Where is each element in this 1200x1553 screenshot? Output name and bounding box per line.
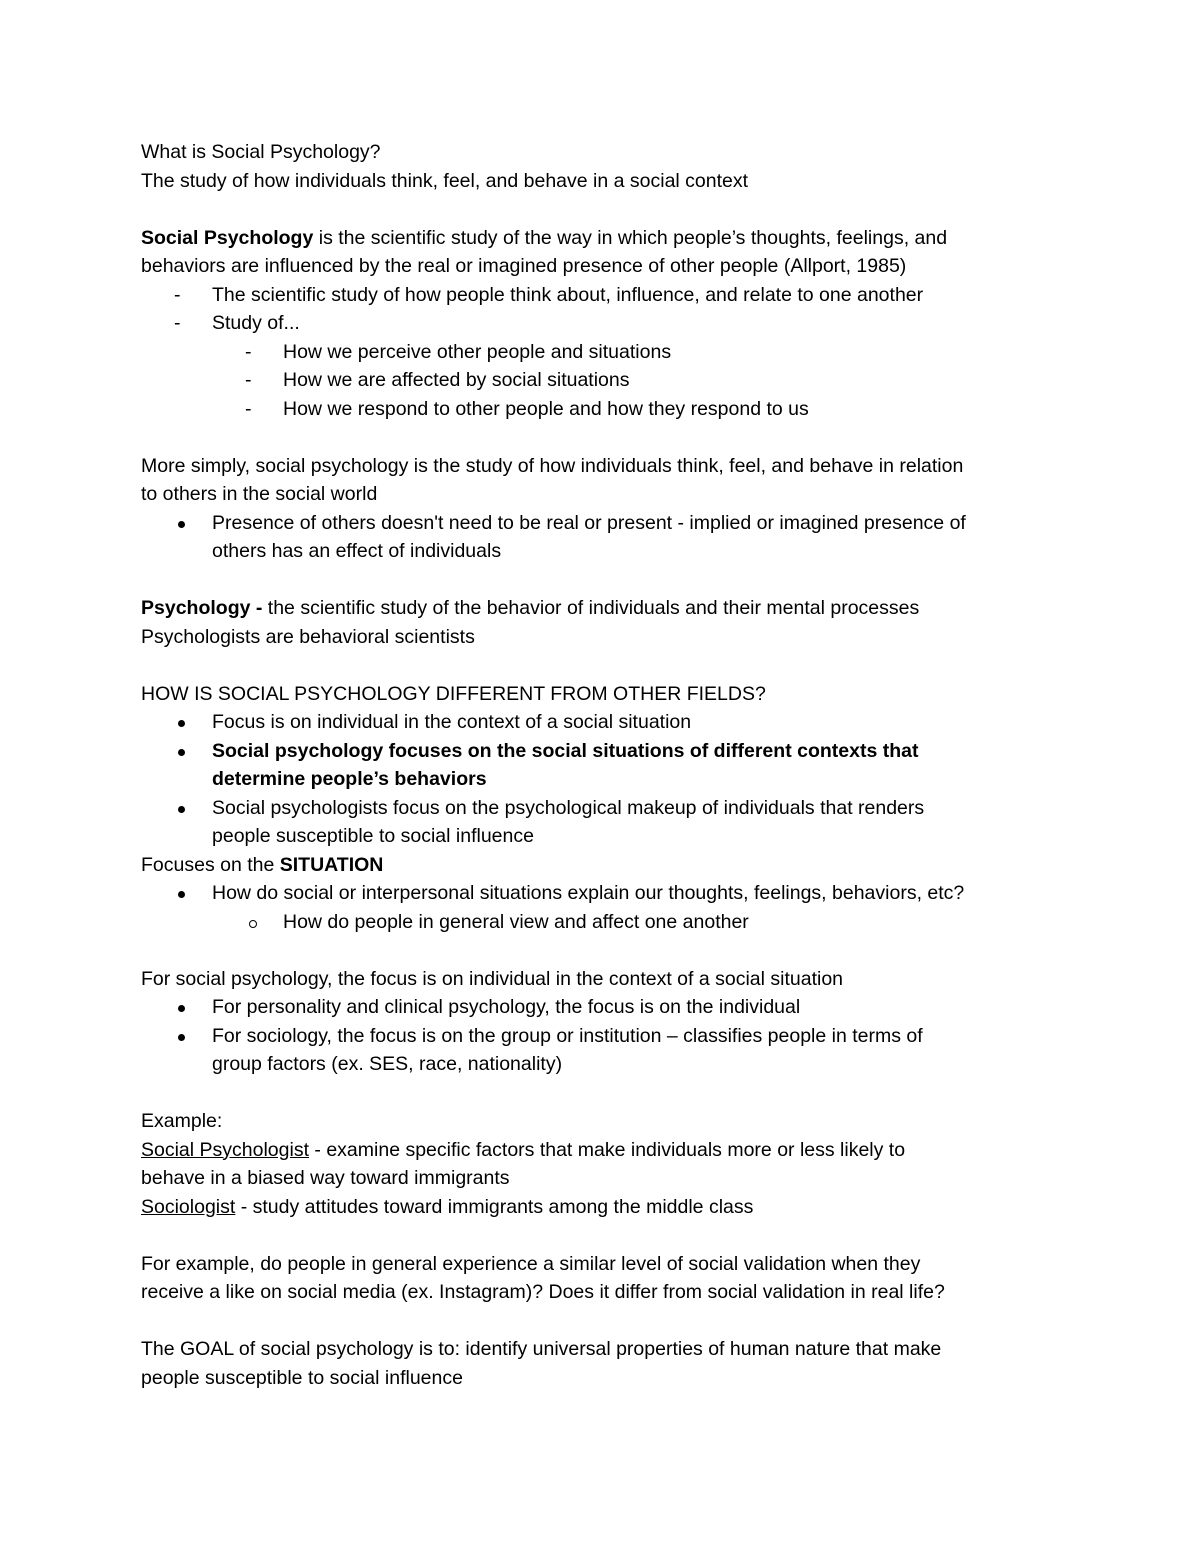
- different-heading: HOW IS SOCIAL PSYCHOLOGY DIFFERENT FROM OTHER FIELDS?: [141, 682, 766, 705]
- simply-paragraph-cont: to others in the social world: [141, 483, 378, 505]
- spacer: [141, 195, 1061, 224]
- definition-list: [141, 281, 1061, 424]
- psychology-definition: Psychology - the scientific study of the behavior of individuals and their mental processes: [141, 597, 920, 619]
- dash-marker: -: [174, 312, 181, 334]
- dash-marker: -: [245, 369, 252, 391]
- example-label: Example:: [141, 1110, 223, 1132]
- list-item: - How we perceive other people and situations: [141, 338, 1061, 367]
- bullet-dot-icon: [178, 720, 185, 727]
- spacer: [141, 1307, 1061, 1336]
- situation-term: SITUATION: [279, 853, 384, 876]
- list-item: - How we respond to other people and how they respond to us: [141, 395, 1061, 424]
- list-item: Social psychologists focus on the psychological makeup of individuals that renders people susceptible to social influence: [141, 794, 1061, 851]
- list-item: Focus is on individual in the context of a social situation: [141, 708, 1061, 737]
- bullet-dot-icon: [178, 806, 185, 813]
- social-psychology-definition-cont: behaviors are influenced by the real or imagined presence of other people (Allport, 1985): [141, 255, 907, 277]
- spacer: [141, 1079, 1061, 1108]
- heading-definition: The study of how individuals think, feel, and behave in a social context: [141, 169, 749, 192]
- example-social-psychologist-cont: behave in a biased way toward immigrants: [141, 1167, 510, 1189]
- bullet-dot-icon: [178, 521, 185, 528]
- list-item: - Study of...: [141, 309, 1061, 338]
- list-item: How do social or interpersonal situations explain our thoughts, feelings, behaviors, etc?: [141, 879, 1061, 908]
- for-example-paragraph: For example, do people in general experience a similar level of social validation when they: [141, 1252, 921, 1275]
- spacer: [141, 566, 1061, 595]
- goal-paragraph: The GOAL of social psychology is to: identify universal properties of human nature that make: [141, 1338, 942, 1360]
- list-item: - How we are affected by social situations: [141, 366, 1061, 395]
- presence-list: [141, 509, 1061, 566]
- spacer: [141, 651, 1061, 680]
- different-list: [141, 708, 1061, 851]
- example-sociologist: Sociologist - study attitudes toward immigrants among the middle class: [141, 1195, 754, 1218]
- bullet-dot-icon: [178, 749, 185, 756]
- list-item: For personality and clinical psychology, the focus is on the individual: [141, 993, 1061, 1022]
- focuses-line: Focuses on the SITUATION: [141, 853, 384, 876]
- focus-comparison-list: [141, 993, 1061, 1079]
- simply-paragraph: More simply, social psychology is the study of how individuals think, feel, and behave in relation: [141, 454, 964, 477]
- dash-marker: -: [174, 283, 181, 306]
- list-item: For sociology, the focus is on the group or institution – classifies people in terms of group factors (ex. SES, race, nationality): [141, 1022, 1061, 1079]
- social-psychology-term: Social Psychology: [141, 226, 314, 249]
- bullet-dot-icon: [178, 1034, 185, 1041]
- list-item: How do people in general view and affect one another: [141, 908, 1061, 937]
- document-page: [141, 138, 1061, 1392]
- list-item: Social psychology focuses on the social situations of different contexts that determine people’s behaviors: [141, 737, 1061, 794]
- psychology-term: Psychology -: [141, 597, 263, 619]
- spacer: [141, 936, 1061, 965]
- heading-question: What is Social Psychology?: [141, 141, 381, 163]
- for-social-psychology: For social psychology, the focus is on individual in the context of a social situation: [141, 967, 844, 990]
- example-social-psychologist: Social Psychologist - examine specific factors that make individuals more or less likely to: [141, 1138, 906, 1161]
- dash-marker: -: [245, 340, 252, 363]
- social-psychology-definition: Social Psychology is the scientific study of the way in which people’s thoughts, feelings, and: [141, 226, 948, 249]
- situation-list: [141, 879, 1061, 936]
- bullet-circle-icon: [249, 920, 257, 928]
- dash-marker: -: [245, 397, 252, 420]
- sociologist-term: Sociologist: [141, 1195, 236, 1218]
- spacer: [141, 1221, 1061, 1250]
- spacer: [141, 423, 1061, 452]
- bullet-dot-icon: [178, 1005, 185, 1012]
- bullet-dot-icon: [178, 891, 185, 898]
- list-item: Presence of others doesn't need to be real or present - implied or imagined presence of others has an effect of individuals: [141, 509, 1061, 566]
- social-psychologist-term: Social Psychologist: [141, 1138, 309, 1161]
- list-item: - The scientific study of how people think about, influence, and relate to one another: [141, 281, 1061, 310]
- for-example-paragraph-cont: receive a like on social media (ex. Instagram)? Does it differ from social validation in real life?: [141, 1281, 945, 1303]
- psychologists-statement: Psychologists are behavioral scientists: [141, 625, 475, 648]
- goal-paragraph-cont: people susceptible to social influence: [141, 1366, 463, 1389]
